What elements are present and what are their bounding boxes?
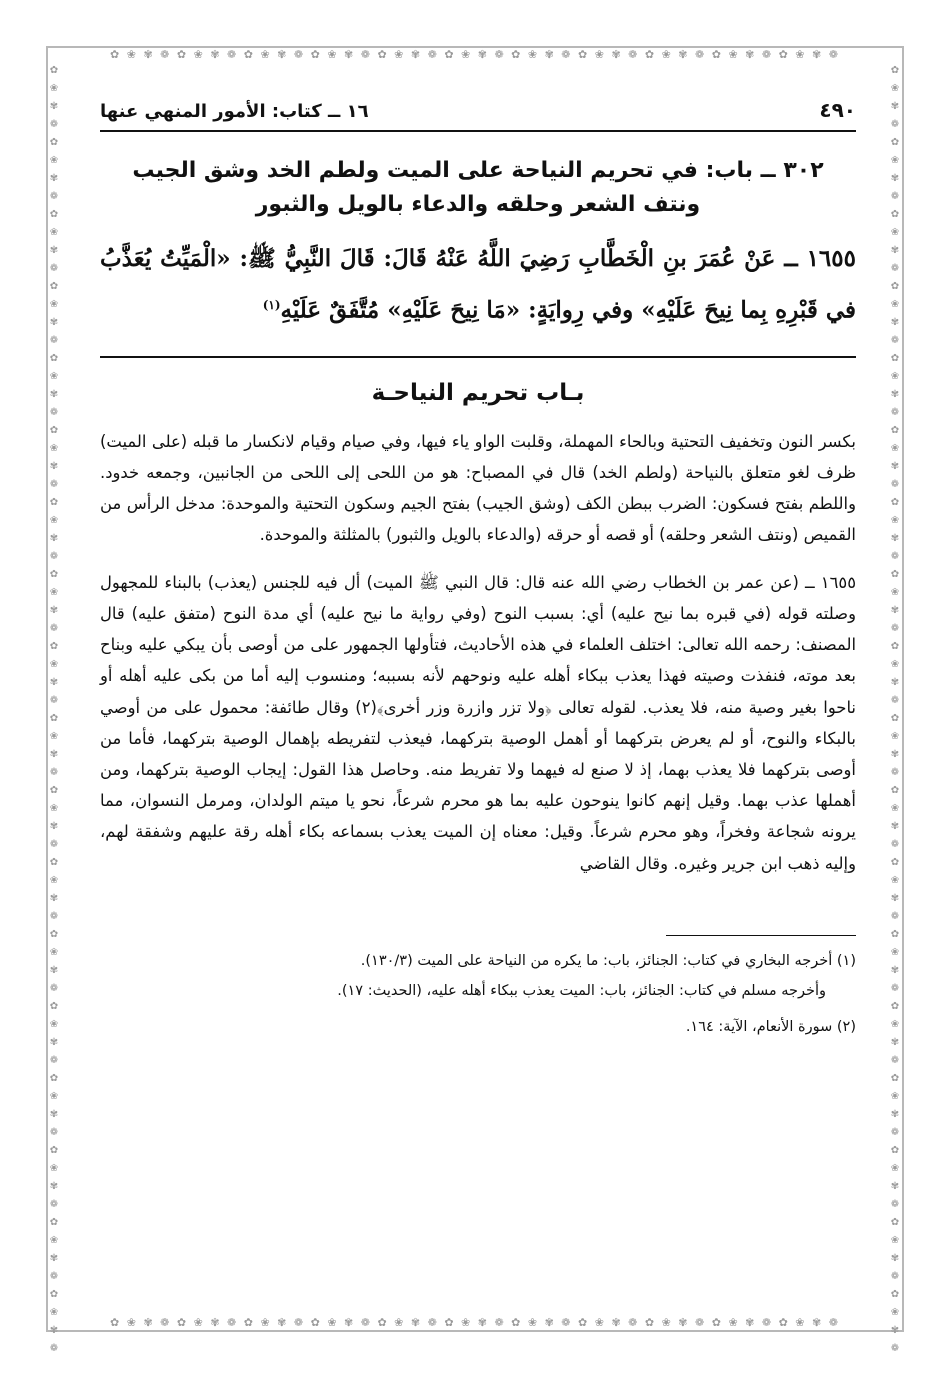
page-number: ٤٩٠ (819, 98, 856, 122)
footnote-ref-1: (١) (262, 298, 281, 312)
footnote-divider (666, 935, 856, 936)
commentary-paragraph-2: ١٦٥٥ ــ (عن عمر بن الخطاب رضي الله عنه قال: قال النبي ﷺ الميت) أل فيه للجنس (يعذب) بالبناء للمجهول وصلته قوله (في قبره بما نيح عليه) أي: بسبب النوح (وفي رواية ما نيح عليه) أي مدة النوح (متفق عليه) قال المصنف: رحمه الله تعالى: اختلف العلماء في هذه الأحاديث، فتأولها الجمهور على من أوصى بأن يبكي عليه وبناح بعد موته، فنفذت وصيته فهذا يعذب ببكاء أهله عليه ونوحهم لأنه بسببه؛ ومنسوب إليه أما من بكى عليه أهله أو ناحوا بغير وصية منه، فلا يعذب. لقوله تعالى ﴿ولا تزر وازرة وزر أخرى﴾(٢) وقال طائفة: محمول على من أوصي بالبكاء والنوح، أو لم يعرض بتركهما أو أهمل الوصية بتركهما، فيعذب لتفريطه بإهمال الوصية بتركهما، فأما من أوصى بتركهما فلا يعذب بهما، إذ لا صنع له فيهما ولا تفريط منه. وحاصل هذا القول: إيجاب الوصية بتركهما، ومن أهملها عذب بهما. وقيل إنهم كانوا ينوحون عليه بما هو محرم شرعاً، نحو يا ميتم الولدان، ومرمل النسوان، مما يرونه شجاعة وفخراً، وهو محرم شرعاً. وقيل: معناه إن الميت يعذب بسماعه بكاء أهله رقة عليهم وشفقة لهم، وإليه ذهب ابن جرير وغيره. وقال القاضي (100, 572, 856, 873)
chapter-heading-line-2: ونتف الشعر وحلقه والدعاء بالويل والثبور (255, 192, 701, 217)
footnote-2: (٢) سورة الأنعام، الآية: ١٦٤. (685, 1018, 856, 1035)
border-pattern-left: ✿❀✾❁✿❀✾❁✿❀✾❁✿❀✾❁✿❀✾❁✿❀✾❁✿❀✾❁✿❀✾❁✿❀✾❁✿❀✾❁✿❀✾❁✿❀✾❁✿❀✾❁✿❀✾❁✿❀✾❁✿❀✾❁✿❀✾❁✿❀✾❁ (49, 65, 59, 1354)
hadith-body: ١٦٥٥ ــ عَنْ عُمَرَ بنِ الْخَطَّابِ رَضِيَ اللَّهُ عَنْهُ قَالَ: قَالَ النَّبِيُّ ﷺ: «الْمَيِّتُ يُعَذَّبُ في قَبْرِهِ بِما نِيحَ عَلَيْهِ» وفي رِوايَةٍ: «مَا نِيحَ عَلَيْهِ» مُتَّفَقٌ عَلَيْهِ (100, 245, 856, 324)
footnote-1-line-2: وأخرجه مسلم في كتاب: الجنائز، باب: الميت يعذب ببكاء أهله عليه، (الحديث: ١٧). (337, 982, 826, 999)
running-chapter-title: ١٦ ــ كتاب: الأمور المنهي عنها (100, 101, 369, 122)
commentary-paragraph-1: بكسر النون وتخفيف التحتية وبالحاء المهملة، وقلبت الواو ياء فيها، وفي صيام وقيام لانكسار ما قبله (على الميت) ظرف لغو متعلق بالنياحة (ولطم الخد) قال في المصباح: هو من اللحى إلى اللحى من الجانبين، وجمعه خدود. واللطم بفتح فسكون: الضرب ببطن الكف (وشق الجيب) بفتح الجيم وسكون التحتية والموحدة: مدخل الرأس من القميص (ونتف الشعر وحلقه) أو قصه أو حرقه (والدعاء بالويل والثبور) بالمثلثة والموحدة. (100, 431, 856, 545)
section-divider (100, 356, 856, 358)
page-content (100, 86, 856, 1042)
border-pattern-bottom: ✿ ❀ ✾ ❁ ✿ ❀ ✾ ❁ ✿ ❀ ✾ ❁ ✿ ❀ ✾ ❁ ✿ ❀ ✾ ❁ ✿ ❀ ✾ ❁ ✿ ❀ ✾ ❁ ✿ ❀ ✾ ❁ ✿ ❀ ✾ ❁ ✿ ❀ ✾ ❁ ✿ ❀ ✾ ❁ (110, 1316, 840, 1329)
footnote-1-line-1: (١) أخرجه البخاري في كتاب: الجنائز، باب: ما يكره من النياحة على الميت (١٣٠/٣). (360, 952, 856, 969)
commentary-title: بـاب تحريم النياحـة (371, 379, 585, 406)
border-pattern-top: ✿ ❀ ✾ ❁ ✿ ❀ ✾ ❁ ✿ ❀ ✾ ❁ ✿ ❀ ✾ ❁ ✿ ❀ ✾ ❁ ✿ ❀ ✾ ❁ ✿ ❀ ✾ ❁ ✿ ❀ ✾ ❁ ✿ ❀ ✾ ❁ ✿ ❀ ✾ ❁ ✿ ❀ ✾ ❁ (110, 48, 840, 61)
border-pattern-right: ✿❀✾❁✿❀✾❁✿❀✾❁✿❀✾❁✿❀✾❁✿❀✾❁✿❀✾❁✿❀✾❁✿❀✾❁✿❀✾❁✿❀✾❁✿❀✾❁✿❀✾❁✿❀✾❁✿❀✾❁✿❀✾❁✿❀✾❁✿❀✾❁ (890, 65, 900, 1354)
chapter-heading (100, 154, 856, 222)
hadith-text (100, 236, 856, 334)
running-head (100, 86, 856, 132)
footnotes (100, 946, 856, 1042)
chapter-heading-line-1: ٣٠٢ ــ باب: في تحريم النياحة على الميت ولطم الخد وشق الجيب (132, 158, 824, 183)
